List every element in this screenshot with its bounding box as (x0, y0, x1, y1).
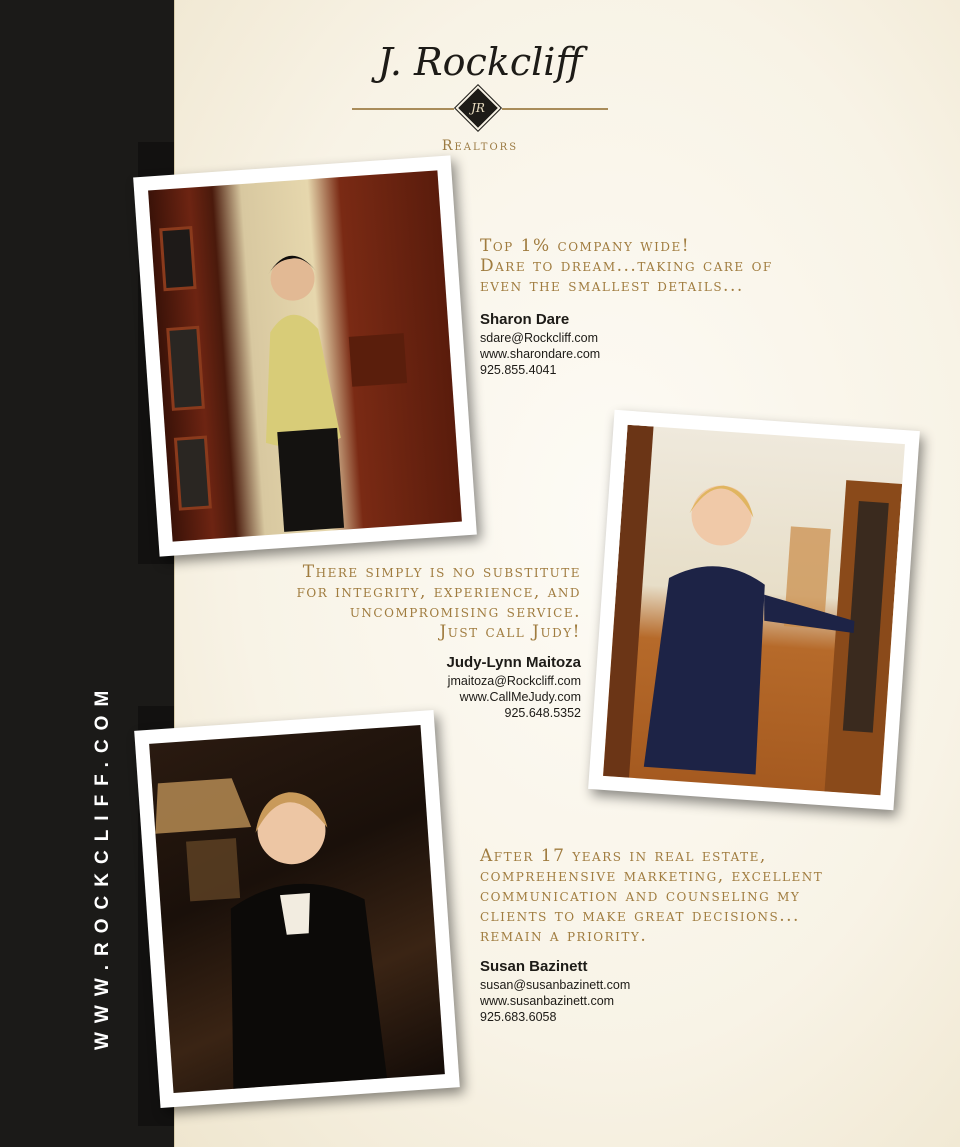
agent-name: Judy-Lynn Maitoza (446, 654, 581, 671)
agent-contact-susan (480, 957, 630, 1025)
quote-line: even the smallest details... (480, 276, 744, 296)
quote-line: There simply is no substitute (302, 562, 581, 582)
agent-quote-sharon (480, 236, 773, 296)
agent-phone: 925.683.6058 (480, 1010, 557, 1024)
quote-line: Dare to dream...taking care of (480, 256, 773, 276)
agent-photo-susan (134, 710, 460, 1108)
agent-name: Sharon Dare (480, 311, 570, 328)
agent-photo-sharon (133, 155, 477, 556)
website-url: WWW.ROCKCLIFF.COM (92, 681, 113, 1050)
agent-website: www.susanbazinett.com (480, 994, 615, 1008)
agent-website: www.sharondare.com (480, 347, 601, 361)
agent-email: susan@susanbazinett.com (480, 978, 631, 992)
agent-name: Susan Bazinett (480, 958, 588, 975)
quote-line: Top 1% company wide! (480, 236, 691, 256)
logo-script: J. Rockcliff (377, 40, 583, 84)
quote-line: remain a priority. (480, 926, 648, 946)
quote-line: After 17 years in real estate, (480, 846, 767, 866)
agent-phone: 925.648.5352 (504, 706, 581, 720)
agent-phone: 925.855.4041 (480, 363, 557, 377)
agent-quote-susan (480, 846, 823, 946)
agent-contact-judy (447, 653, 581, 721)
agent-quote-judy (297, 562, 581, 642)
agent-website: www.CallMeJudy.com (459, 690, 581, 704)
agent-contact-sharon (480, 310, 600, 378)
quote-line: Just call Judy! (439, 622, 581, 642)
agent-email: jmaitoza@Rockcliff.com (447, 674, 581, 688)
logo-rule-right (502, 108, 608, 110)
agent-email: sdare@Rockcliff.com (480, 331, 599, 345)
logo-subtitle: Realtors (441, 138, 519, 154)
agent-photo-judy (588, 410, 920, 810)
quote-line: comprehensive marketing, excellent (480, 866, 824, 886)
quote-line: clients to make great decisions... (480, 906, 800, 926)
logo-monogram: JR (471, 101, 485, 115)
quote-line: uncompromising service. (349, 602, 581, 622)
quote-line: for integrity, experience, and (296, 582, 581, 602)
logo-rule-left (352, 108, 454, 110)
quote-line: communication and counseling my (480, 886, 801, 906)
